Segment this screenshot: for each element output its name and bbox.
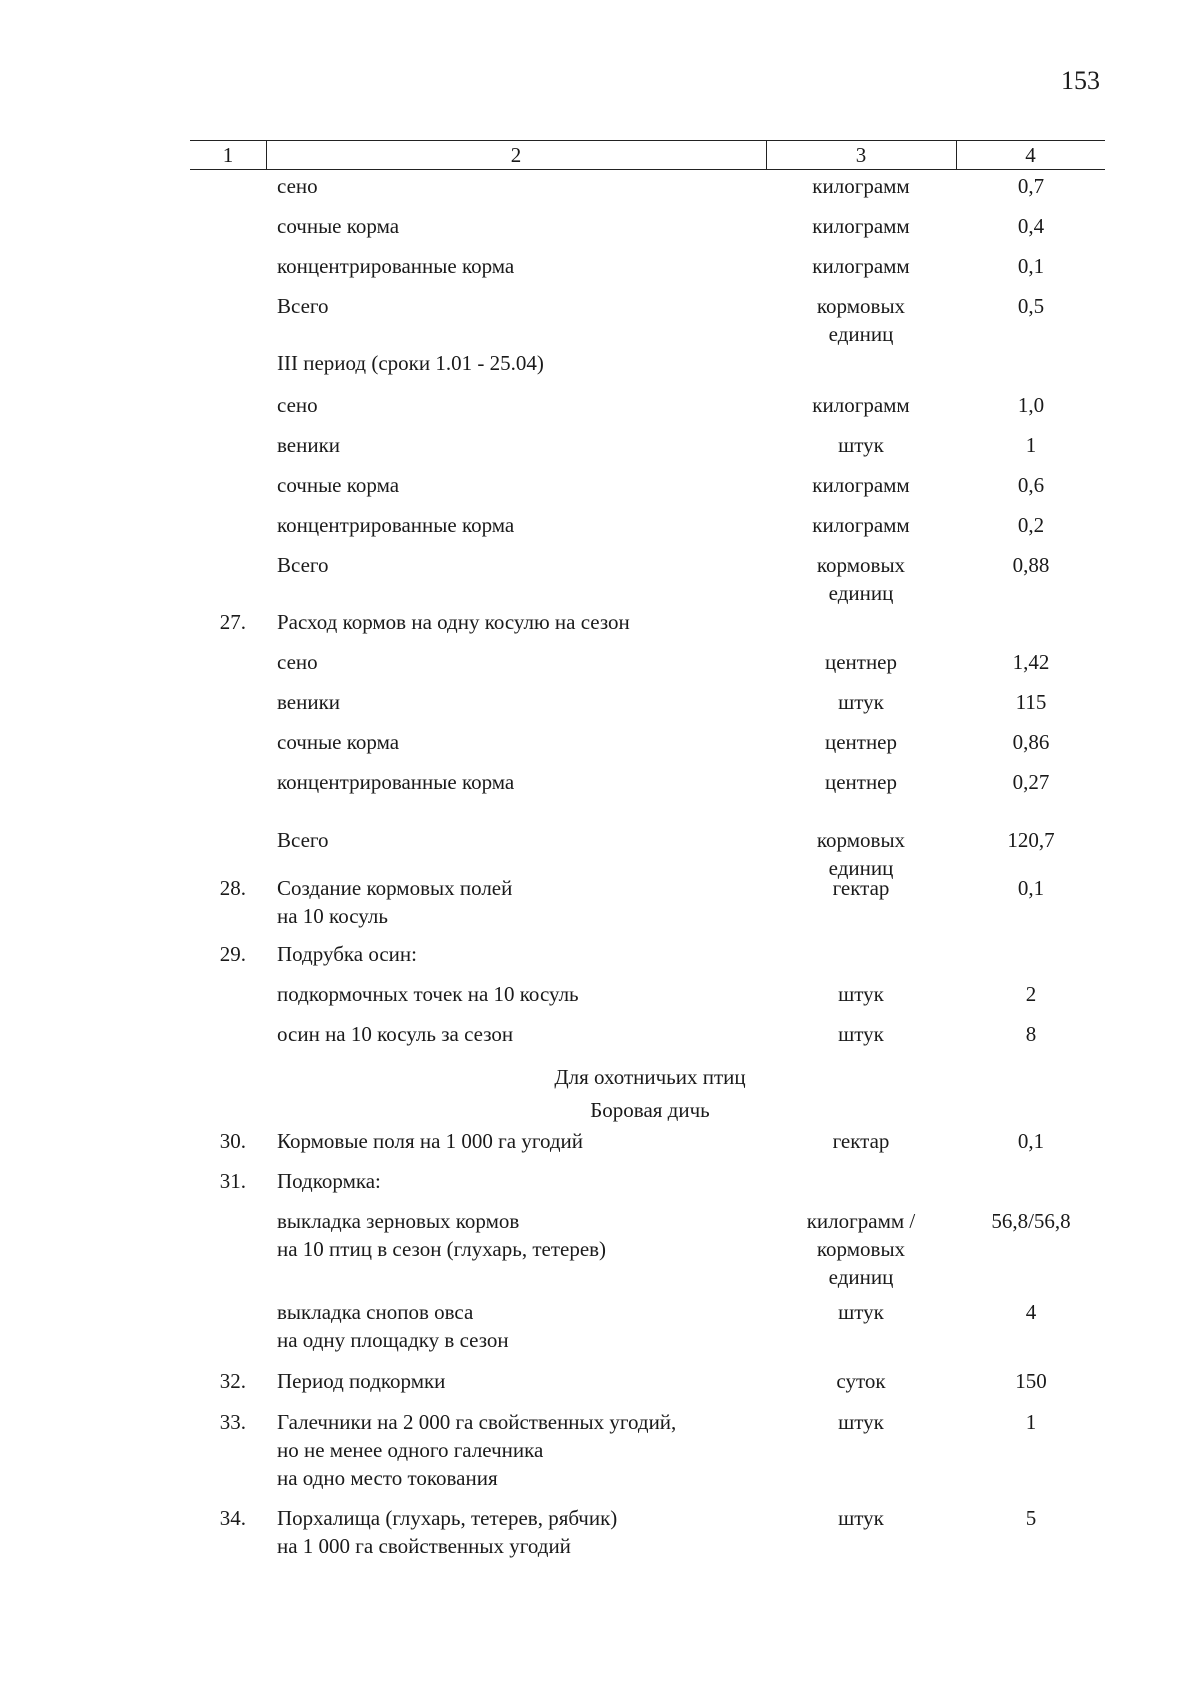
row-value: 0,1	[1017, 1129, 1045, 1153]
row-name: веники	[277, 690, 341, 714]
row-name: подкормочных точек на 10 косуль	[277, 982, 579, 1006]
row-unit: штук	[838, 1410, 884, 1434]
row-name: Всего	[277, 553, 329, 577]
row-value: 1,0	[1017, 393, 1045, 417]
row-name: Всего	[277, 828, 329, 852]
row-unit: кормовых единиц	[816, 294, 906, 346]
row-name: веники	[277, 433, 341, 457]
row-value: 56,8/56,8	[991, 1209, 1071, 1233]
row-name: выкладка снопов овса на одну площадку в сезон	[277, 1300, 509, 1352]
row-unit: килограмм	[812, 473, 910, 497]
row-number: 33.	[219, 1410, 246, 1434]
row-name: сочные корма	[277, 214, 400, 238]
row-value: 0,2	[1017, 513, 1045, 537]
row-name: III период (сроки 1.01 - 25.04)	[277, 351, 544, 375]
row-number: 34.	[219, 1506, 246, 1530]
row-name: выкладка зерновых кормов на 10 птиц в сезон (глухарь, тетерев)	[277, 1209, 607, 1261]
header-col-2: 2	[510, 143, 522, 167]
row-value: 8	[1025, 1022, 1037, 1046]
row-unit: суток	[836, 1369, 886, 1393]
row-value: 0,4	[1017, 214, 1045, 238]
row-unit: штук	[838, 982, 884, 1006]
row-name: сочные корма	[277, 730, 400, 754]
row-name: Кормовые поля на 1 000 га угодий	[277, 1129, 584, 1153]
row-value: 120,7	[1007, 828, 1055, 852]
row-value: 0,1	[1017, 254, 1045, 278]
row-unit: центнер	[824, 650, 898, 674]
row-value: 2	[1025, 982, 1037, 1006]
section-title: Для охотничьих птиц	[554, 1065, 746, 1089]
header-col-1: 1	[222, 143, 234, 167]
row-unit: килограмм	[812, 174, 910, 198]
row-value: 150	[1015, 1369, 1047, 1393]
row-value: 1	[1025, 1410, 1037, 1434]
row-name: Галечники на 2 000 га свойственных угодий, но не менее одного галечника на одно место токования	[277, 1410, 677, 1490]
row-unit: килограмм	[812, 393, 910, 417]
row-name: Создание кормовых полей на 10 косуль	[277, 876, 513, 928]
header-col-3: 3	[855, 143, 867, 167]
row-unit: центнер	[824, 730, 898, 754]
row-unit: кормовых единиц	[816, 553, 906, 605]
row-unit: килограмм	[812, 214, 910, 238]
row-unit: штук	[838, 1022, 884, 1046]
row-unit: штук	[838, 690, 884, 714]
section-subtitle: Боровая дичь	[590, 1098, 710, 1122]
row-unit: гектар	[832, 876, 890, 900]
row-value: 1,42	[1012, 650, 1050, 674]
row-name: Расход кормов на одну косулю на сезон	[277, 610, 630, 634]
row-number: 31.	[219, 1169, 246, 1193]
row-value: 0,86	[1012, 730, 1050, 754]
row-name: Всего	[277, 294, 329, 318]
row-value: 0,27	[1012, 770, 1050, 794]
row-name: концентрированные корма	[277, 513, 515, 537]
row-value: 0,88	[1012, 553, 1050, 577]
row-unit: штук	[838, 433, 884, 457]
row-number: 32.	[219, 1369, 246, 1393]
row-value: 1	[1025, 433, 1037, 457]
page-number: 153	[1061, 66, 1100, 95]
row-name: сено	[277, 393, 318, 417]
table-header	[190, 140, 1105, 170]
row-value: 0,7	[1017, 174, 1045, 198]
row-unit: штук	[838, 1300, 884, 1324]
row-unit: килограмм	[812, 254, 910, 278]
row-number: 28.	[219, 876, 246, 900]
row-number: 27.	[219, 610, 246, 634]
row-unit: килограмм / кормовых единиц	[806, 1209, 916, 1289]
row-number: 30.	[219, 1129, 246, 1153]
row-number: 29.	[219, 942, 246, 966]
header-col-4: 4	[1025, 143, 1036, 167]
row-value: 0,1	[1017, 876, 1045, 900]
row-value: 0,5	[1017, 294, 1045, 318]
row-unit: штук	[838, 1506, 884, 1530]
row-name: концентрированные корма	[277, 254, 515, 278]
row-name: Порхалища (глухарь, тетерев, рябчик) на 1 000 га свойственных угодий	[277, 1506, 618, 1558]
row-name: Период подкормки	[277, 1369, 446, 1393]
row-name: осин на 10 косуль за сезон	[277, 1022, 514, 1046]
row-unit: кормовых единиц	[816, 828, 906, 880]
row-value: 0,6	[1017, 473, 1045, 497]
row-value: 4	[1025, 1300, 1037, 1324]
row-unit: гектар	[832, 1129, 890, 1153]
row-name: сено	[277, 650, 318, 674]
row-name: Подкормка:	[277, 1169, 381, 1193]
row-name: Подрубка осин:	[277, 942, 417, 966]
row-unit: килограмм	[812, 513, 910, 537]
row-name: сочные корма	[277, 473, 400, 497]
row-value: 5	[1025, 1506, 1037, 1530]
row-unit: центнер	[824, 770, 898, 794]
row-name: сено	[277, 174, 318, 198]
row-name: концентрированные корма	[277, 770, 515, 794]
row-value: 115	[1015, 690, 1047, 714]
